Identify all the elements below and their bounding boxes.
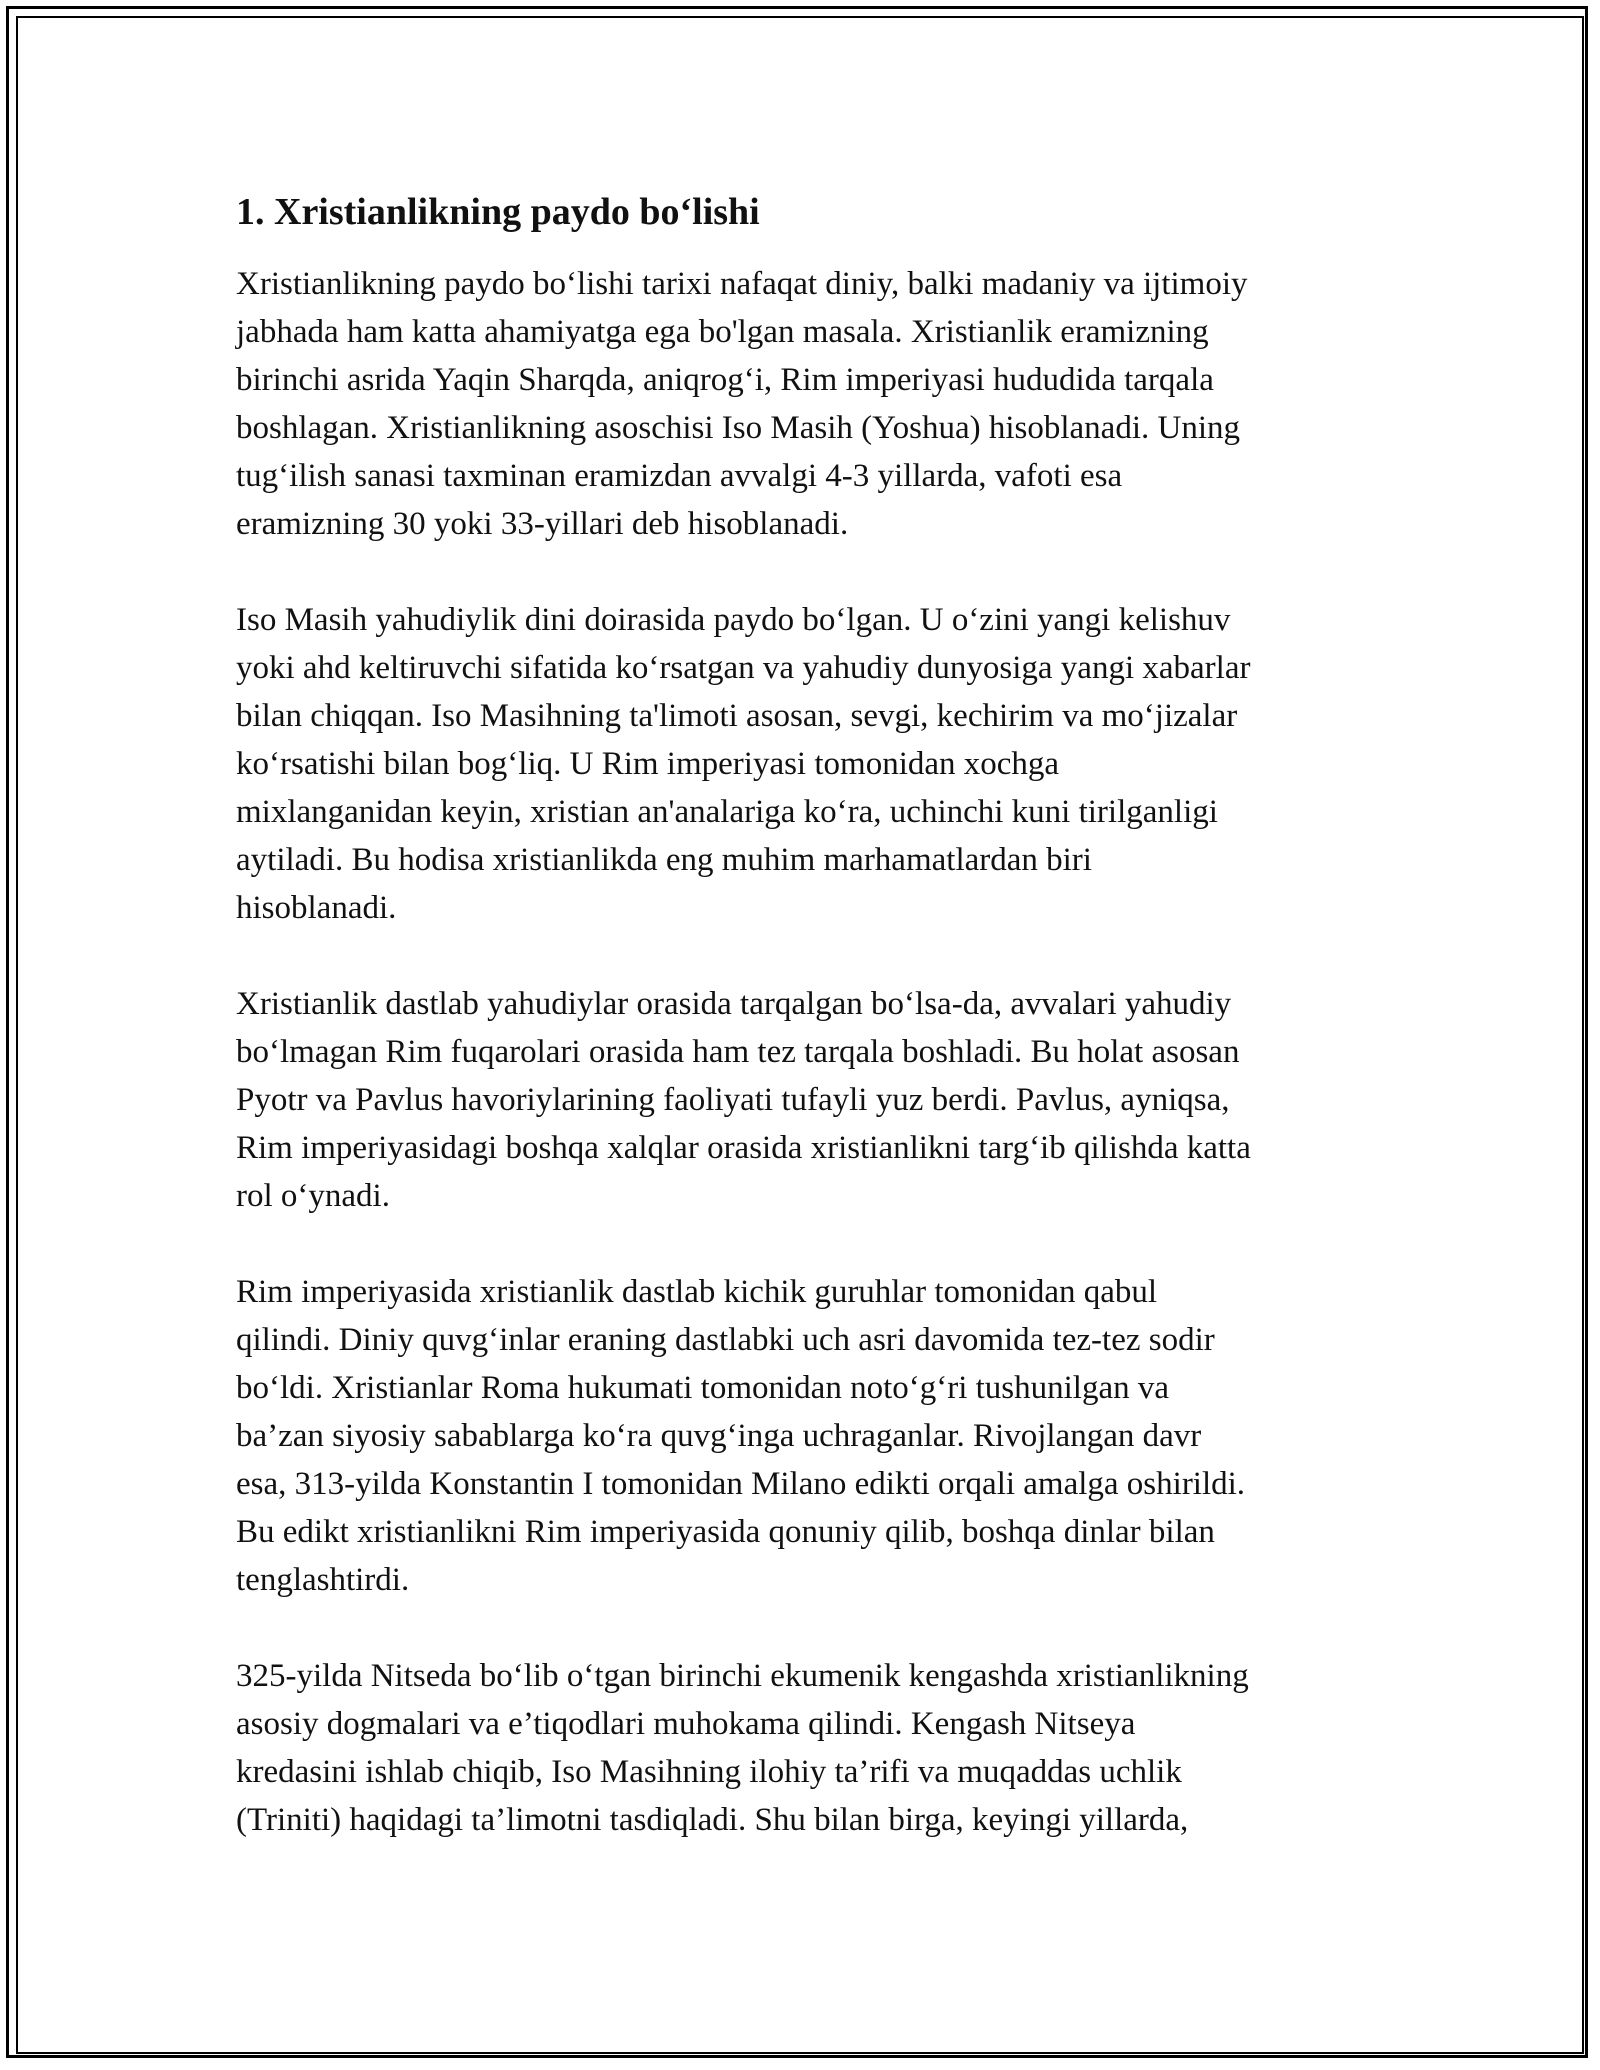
document-body [236,184,1376,1892]
text-line: Rim imperiyasidagi boshqa xalqlar orasida xristianlikni targ‘ib qilishda katta [236,1130,1251,1166]
text-line: tenglashtirdi. [236,1562,410,1598]
text-line: bo‘ldi. Xristianlar Roma hukumati tomonidan noto‘g‘ri tushunilgan va [236,1370,1170,1406]
text-line: mixlanganidan keyin, xristian an'analariga ko‘ra, uchinchi kuni tirilganligi [236,794,1218,830]
text-line: tug‘ilish sanasi taxminan eramizdan avvalgi 4-3 yillarda, vafoti esa [236,458,1123,494]
text-line: qilindi. Diniy quvg‘inlar eraning dastlabki uch asri davomida tez-tez sodir [236,1322,1215,1358]
text-line: asosiy dogmalari va e’tiqodlari muhokama qilindi. Kengash Nitseya [236,1706,1136,1742]
paragraph-3 [236,980,1376,1220]
text-line: birinchi asrida Yaqin Sharqda, aniqrog‘i, Rim imperiyasi hududida tarqala [236,362,1214,398]
text-line: jabhada ham katta ahamiyatga ega bo'lgan masala. Xristianlik eramizning [236,314,1209,350]
text-line: Xristianlik dastlab yahudiylar orasida tarqalgan bo‘lsa-da, avvalari yahudiy [236,986,1232,1022]
text-line: Rim imperiyasida xristianlik dastlab kichik guruhlar tomonidan qabul [236,1274,1158,1310]
text-line: yoki ahd keltiruvchi sifatida ko‘rsatgan va yahudiy dunyosiga yangi xabarlar [236,650,1251,686]
text-line: 325-yilda Nitseda bo‘lib o‘tgan birinchi ekumenik kengashda xristianlikning [236,1658,1249,1694]
text-line: hisoblanadi. [236,890,397,926]
paragraph-1 [236,260,1376,548]
text-line: bo‘lmagan Rim fuqarolari orasida ham tez tarqala boshladi. Bu holat asosan [236,1034,1240,1070]
text-line: Xristianlikning paydo bo‘lishi tarixi nafaqat diniy, balki madaniy va ijtimoiy [236,266,1248,302]
text-line: ko‘rsatishi bilan bog‘liq. U Rim imperiyasi tomonidan xochga [236,746,1060,782]
text-line: bilan chiqqan. Iso Masihning ta'limoti asosan, sevgi, kechirim va mo‘jizalar [236,698,1238,734]
text-line: Iso Masih yahudiylik dini doirasida paydo bo‘lgan. U o‘zini yangi kelishuv [236,602,1231,638]
text-line: rol o‘ynadi. [236,1178,390,1214]
section-heading: 1. Xristianlikning paydo bo‘lishi [236,191,760,233]
text-line: Bu edikt xristianlikni Rim imperiyasida qonuniy qilib, boshqa dinlar bilan [236,1514,1215,1550]
paragraph-5 [236,1652,1376,1844]
text-line: ba’zan siyosiy sabablarga ko‘ra quvg‘inga uchraganlar. Rivojlangan davr [236,1418,1202,1454]
text-line: esa, 313-yilda Konstantin I tomonidan Milano edikti orqali amalga oshirildi. [236,1466,1246,1502]
paragraph-2 [236,596,1376,932]
text-line: aytiladi. Bu hodisa xristianlikda eng muhim marhamatlardan biri [236,842,1092,878]
text-line: Pyotr va Pavlus havoriylarining faoliyati tufayli yuz berdi. Pavlus, ayniqsa, [236,1082,1230,1118]
text-line: kredasini ishlab chiqib, Iso Masihning ilohiy ta’rifi va muqaddas uchlik [236,1754,1182,1790]
text-line: boshlagan. Xristianlikning asoschisi Iso Masih (Yoshua) hisoblanadi. Uning [236,410,1241,446]
text-line: (Triniti) haqidagi ta’limotni tasdiqladi. Shu bilan birga, keyingi yillarda, [236,1802,1189,1838]
paragraph-4 [236,1268,1376,1604]
text-line: eramizning 30 yoki 33-yillari deb hisoblanadi. [236,506,849,542]
